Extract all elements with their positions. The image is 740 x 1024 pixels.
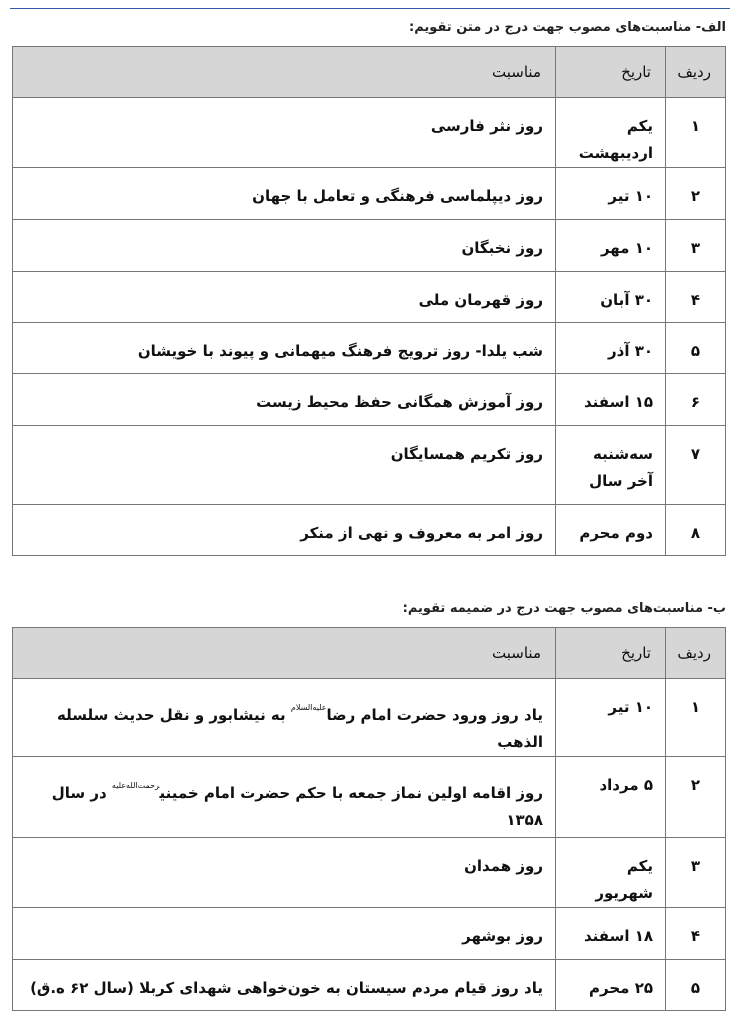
occasion-text: روز اقامه اولین نماز جمعه با حکم حضرت امام خمینی [159, 784, 543, 802]
table-row [13, 323, 726, 374]
honorific: رحمت‌الله‌علیه [111, 781, 160, 790]
row-occasion: روز نخبگان [13, 220, 556, 272]
table-a [12, 46, 726, 556]
row-date: ۳۰ آبان [556, 272, 666, 323]
header-index: ردیف [666, 47, 726, 98]
row-date: ۲۵ محرم [556, 960, 666, 1011]
row-occasion: روز قهرمان ملی [13, 272, 556, 323]
top-rule [10, 8, 730, 9]
row-date: ۳۰ آذر [556, 323, 666, 374]
header-occasion: مناسبت [13, 628, 556, 679]
row-occasion [13, 679, 556, 757]
row-occasion: روز امر به معروف و نهی از منکر [13, 505, 556, 556]
table-a-header-row [13, 47, 726, 98]
row-index: ۱ [666, 679, 726, 757]
table-row [13, 960, 726, 1011]
table-row [13, 220, 726, 272]
row-date: ۱۵ اسفند [556, 374, 666, 426]
row-index: ۶ [666, 374, 726, 426]
row-occasion: روز بوشهر [13, 908, 556, 960]
row-index: ۱ [666, 98, 726, 168]
row-date: دوم محرم [556, 505, 666, 556]
occasion-text: در سال ۱۳۵۸ [51, 784, 543, 829]
occasion-text: به نیشابور و نقل حدیث سلسله الذهب [57, 706, 543, 751]
table-row [13, 505, 726, 556]
table-row [13, 908, 726, 960]
table-row [13, 272, 726, 323]
row-index: ۴ [666, 908, 726, 960]
row-index: ۸ [666, 505, 726, 556]
row-index: ۲ [666, 757, 726, 838]
row-index: ۷ [666, 426, 726, 505]
row-date: ۵ مرداد [556, 757, 666, 838]
table-row [13, 98, 726, 168]
row-occasion: روز آموزش همگانی حفظ محیط زیست [13, 374, 556, 426]
header-index: ردیف [666, 628, 726, 679]
row-occasion: روز دیپلماسی فرهنگی و تعامل با جهان [13, 168, 556, 220]
row-occasion: روز همدان [13, 838, 556, 908]
table-row [13, 426, 726, 505]
row-date: یکم شهریور [556, 838, 666, 908]
header-date: تاریخ [556, 628, 666, 679]
table-row [13, 679, 726, 757]
row-date: ۱۸ اسفند [556, 908, 666, 960]
header-occasion: مناسبت [13, 47, 556, 98]
row-occasion: روز نثر فارسی [13, 98, 556, 168]
table-row [13, 838, 726, 908]
table-b [12, 627, 726, 1011]
occasion-text: یاد روز ورود حضرت امام رضا [326, 706, 543, 724]
row-index: ۳ [666, 220, 726, 272]
table-a-title: الف- مناسبت‌های مصوب جهت درج در متن تقویم: [409, 20, 726, 35]
row-occasion: شب یلدا- روز ترویج فرهنگ میهمانی و پیوند با خویشان [13, 323, 556, 374]
row-date: ۱۰ تیر [556, 168, 666, 220]
row-index: ۲ [666, 168, 726, 220]
honorific: علیه‌السلام [290, 703, 327, 712]
row-date: سه‌شنبه آخر سال [556, 426, 666, 505]
row-index: ۵ [666, 323, 726, 374]
header-date: تاریخ [556, 47, 666, 98]
table-b-title: ب- مناسبت‌های مصوب جهت درج در ضمیمه تقویم: [402, 601, 726, 616]
table-b-header-row [13, 628, 726, 679]
row-index: ۳ [666, 838, 726, 908]
row-occasion: روز تکریم همسایگان [13, 426, 556, 505]
row-index: ۵ [666, 960, 726, 1011]
row-occasion: یاد روز قیام مردم سیستان به خون‌خواهی شهدای کربلا (سال ۶۲ ه.ق) [13, 960, 556, 1011]
table-row [13, 757, 726, 838]
row-index: ۴ [666, 272, 726, 323]
row-date: یکم اردیبهشت [556, 98, 666, 168]
row-occasion [13, 757, 556, 838]
row-date: ۱۰ تیر [556, 679, 666, 757]
table-row [13, 374, 726, 426]
table-row [13, 168, 726, 220]
row-date: ۱۰ مهر [556, 220, 666, 272]
